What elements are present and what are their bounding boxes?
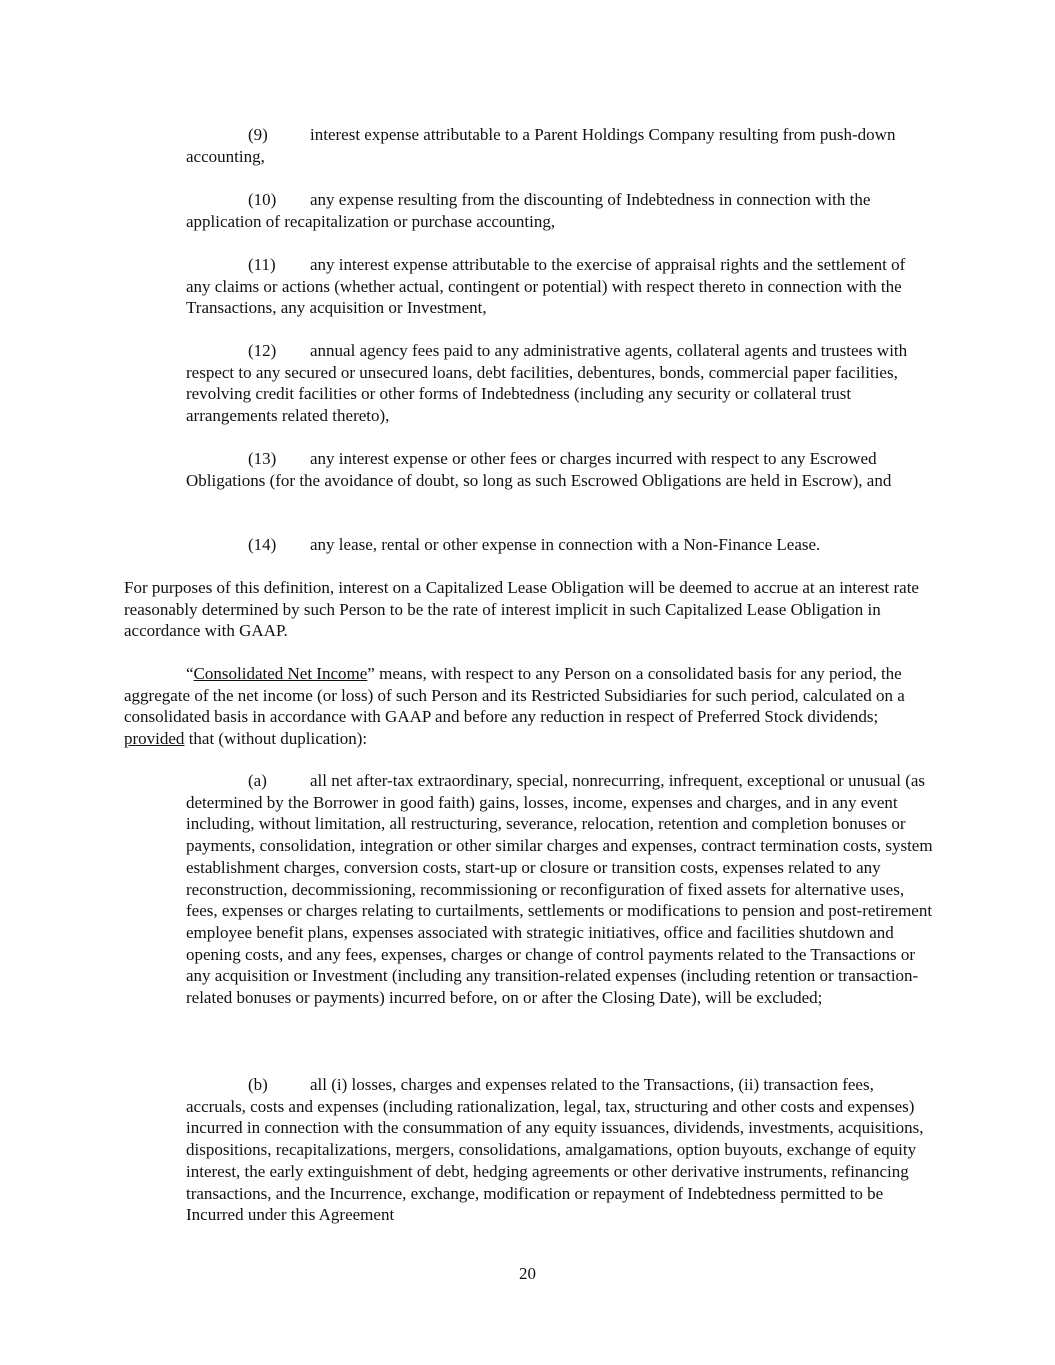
clause-text: any interest expense attributable to the exercise of appraisal rights and the settlement of any claims or actions (whether actual, contingent or potential) with respect thereto in connection with the Transactions, any acquisition or Investment, bbox=[186, 255, 906, 318]
clause-b bbox=[186, 1074, 934, 1226]
clause-number: (13) bbox=[248, 449, 277, 468]
clause-11 bbox=[186, 254, 934, 319]
clause-number: (11) bbox=[248, 255, 276, 274]
clause-a bbox=[186, 770, 934, 1009]
page-number: 20 bbox=[519, 1264, 536, 1283]
clause-text: any interest expense or other fees or charges incurred with respect to any Escrowed Obligations (for the avoidance of doubt, so long as such Escrowed Obligations are held in Escrow), and bbox=[186, 449, 892, 490]
definition-text: ” means, with respect to any Person on a consolidated basis for any period, the aggregate of the net income (or loss) of such Person and its Restricted Subsidiaries for such period, calculated on a consolidated basis in accordance with GAAP and before any reduction in respect of Preferred Stock dividends; bbox=[124, 664, 905, 727]
open-quote: “ bbox=[186, 664, 194, 683]
clause-text: interest expense attributable to a Parent Holdings Company resulting from push-down accounting, bbox=[186, 125, 896, 166]
clause-number: (12) bbox=[248, 341, 277, 360]
clause-9 bbox=[186, 124, 934, 167]
definition-text-end: that (without duplication): bbox=[184, 729, 368, 749]
clause-number: (9) bbox=[248, 125, 268, 144]
defined-term: Consolidated Net Income bbox=[193, 664, 368, 683]
clause-text: any expense resulting from the discounting of Indebtedness in connection with the application of recapitalization or purchase accounting, bbox=[186, 190, 871, 231]
clause-number: (10) bbox=[248, 190, 277, 209]
clause-12 bbox=[186, 340, 934, 427]
clause-text: annual agency fees paid to any administrative agents, collateral agents and trustees with respect to any secured or unsecured loans, debt facilities, debentures, bonds, commercial paper facilities, revolving credit facilities or other forms of Indebtedness (including any security or collateral trust arrangements related thereto), bbox=[186, 341, 908, 426]
clause-text: all (i) losses, charges and expenses related to the Transactions, (ii) transaction fees, accruals, costs and expenses (including rationalization, legal, tax, structuring and other costs and expenses) incurred in connection with the consummation of any equity issuances, dividends, investments, acquisitions, dispositions, recapitalizations, mergers, consolidations, amalgamations, option buyouts, exchange of equity interest, the early extinguishment of debt, hedging agreements or other derivative instruments, refinancing transactions, and the Incurrence, exchange, modification or repayment of Indebtedness permitted to be Incurred under this Agreement bbox=[186, 1075, 924, 1225]
clause-number: (14) bbox=[248, 535, 277, 554]
clause-14 bbox=[186, 534, 934, 556]
provided-term: provided bbox=[124, 729, 185, 749]
clause-text: any lease, rental or other expense in connection with a Non-Finance Lease. bbox=[310, 535, 821, 554]
definition-consolidated-net-income bbox=[124, 663, 934, 750]
clause-10 bbox=[186, 189, 934, 232]
clause-text: all net after-tax extraordinary, special, nonrecurring, infrequent, exceptional or unusual (as determined by the Borrower in good faith) gains, losses, income, expenses and charges, and in any event including, without limitation, all restructuring, severance, relocation, retention and completion bonuses or payments, consolidation, integration or other similar charges and expenses, contract termination costs, system establishment charges, conversion costs, start-up or closure or transition costs, expenses related to any reconstruction, decommissioning, recommissioning or reconfiguration of fixed assets for alternative uses, fees, expenses or charges relating to curtailments, settlements or modifications to pension and post-retirement employee benefit plans, expenses associated with strategic initiatives, office and facilities shutdown and opening costs, and any fees, expenses, charges or change of control payments related to the Transactions or any acquisition or Investment (including any transition-related expenses (including retention or transaction-related bonuses or payments) incurred before, on or after the Closing Date), will be excluded; bbox=[186, 771, 933, 1008]
clause-number: (b) bbox=[248, 1075, 268, 1094]
clause-13 bbox=[186, 448, 934, 491]
purposes-paragraph: For purposes of this definition, interest on a Capitalized Lease Obligation will be deemed to accrue at an interest rate reasonably determined by such Person to be the rate of interest implicit in such Capitalized Lease Obligation in accordance with GAAP. bbox=[124, 578, 919, 641]
clause-number: (a) bbox=[248, 771, 267, 790]
